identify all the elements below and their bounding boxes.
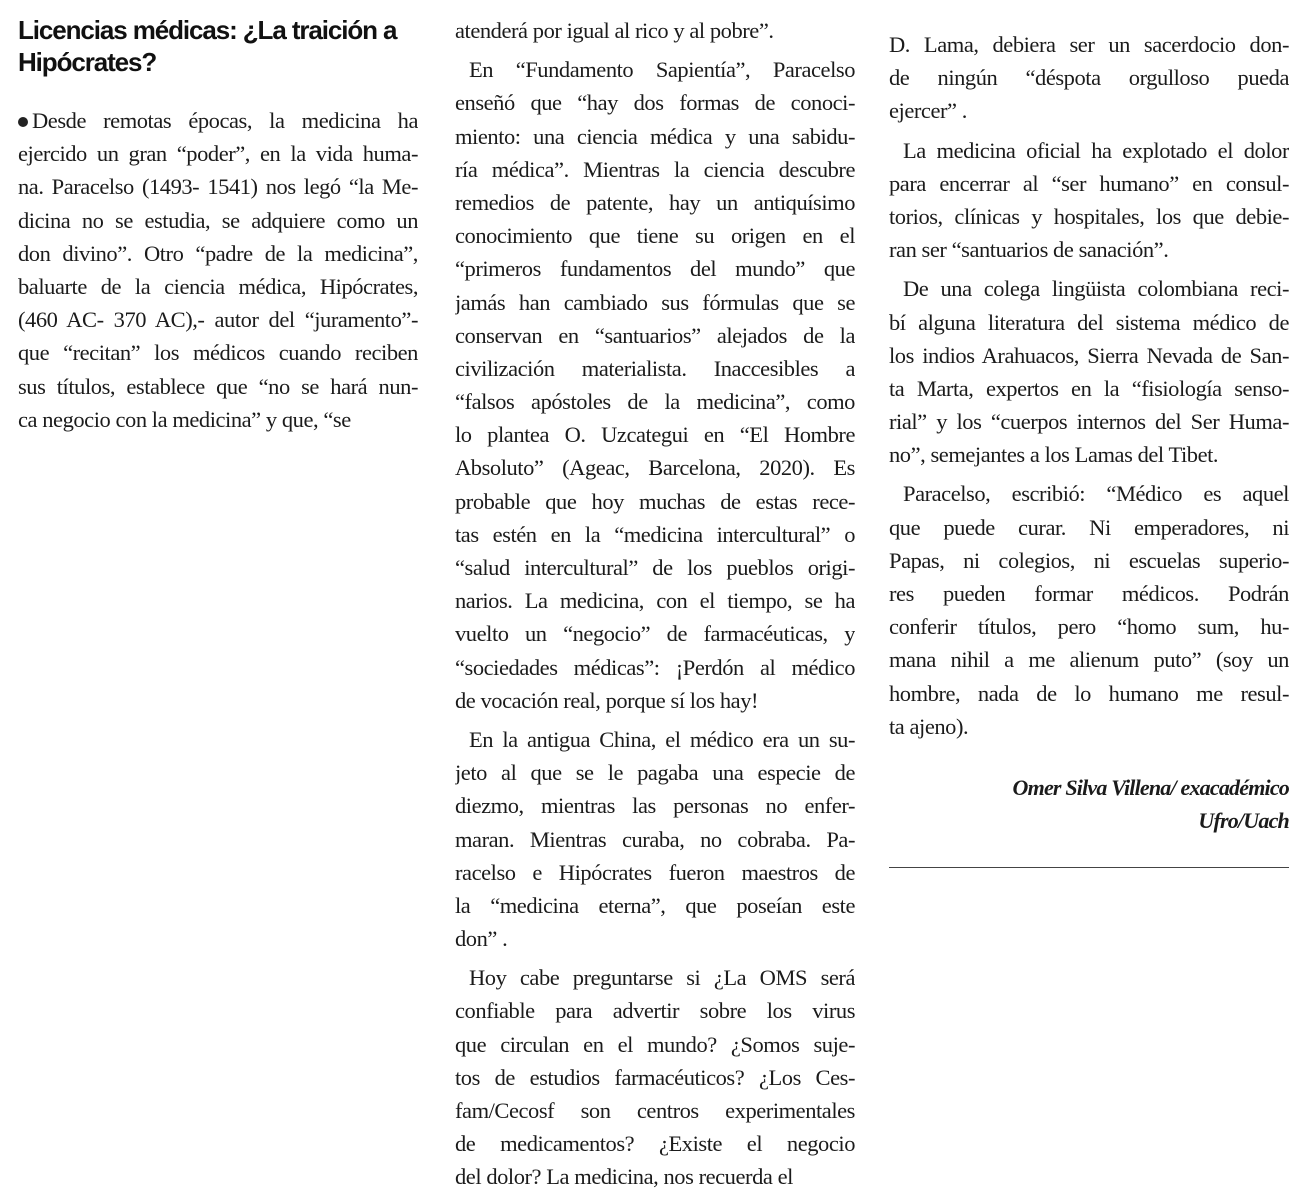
text-line: ejercer” . (889, 98, 967, 124)
text-line: maran. Mientras curaba, no cobraba. Pa- (455, 826, 855, 852)
text-line: vuelto un “negocio” de farmacéuticas, y (455, 621, 855, 647)
text-line: ejercido un gran “poder”, en la vida huma- (18, 141, 418, 167)
paragraph (455, 961, 855, 1193)
text-line: conservan en “santuarios” alejados de la (455, 322, 855, 348)
text-line: fam/Cecosf son centros experimentales (455, 1098, 855, 1123)
text-line: hombre, nada de lo humano me resul- (889, 680, 1289, 706)
text-line: miento: una ciencia médica y una sabidu- (455, 123, 855, 149)
paragraph (18, 104, 418, 436)
article-column-1 (18, 14, 418, 442)
column-divider (889, 867, 1289, 868)
text-line: tas estén en la “medicina intercultural” o (455, 521, 855, 547)
text-line: tos de estudios farmacéuticos? ¿Los Ces- (455, 1064, 855, 1090)
text-line: ca negocio con la medicina” y que, “se (18, 406, 351, 432)
text-line: que circulan en el mundo? ¿Somos suje- (455, 1031, 855, 1057)
column-2-body (455, 14, 855, 1194)
text-line: Paracelso, escribió: “Médico es aquel (903, 481, 1289, 507)
text-line: diezmo, mientras las personas no enfer- (455, 793, 855, 819)
text-line: confiable para advertir sobre los virus (455, 998, 855, 1024)
text-line: “sociedades médicas”: ¡Perdón al médico (455, 654, 855, 680)
text-line: Absoluto” (Ageac, Barcelona, 2020). Es (455, 455, 855, 481)
paragraph (889, 28, 1289, 128)
paragraph (455, 723, 855, 955)
column-1-body (18, 104, 418, 436)
text-line: “salud intercultural” de los pueblos origi- (455, 555, 855, 580)
signature (889, 771, 1289, 837)
text-line: remedios de patente, hay un antiquísimo (455, 189, 855, 215)
text-line: don” . (455, 926, 508, 952)
text-line: Papas, ni colegios, ni escuelas superio- (889, 547, 1289, 573)
text-line: ría médica”. Mientras la ciencia descubre (455, 156, 855, 182)
text-line: jamás han cambiado sus fórmulas que se (455, 289, 855, 315)
text-line: En “Fundamento Sapientía”, Paracelso (469, 57, 855, 83)
signature-line: Omer Silva Villena/ exacadémico (1012, 774, 1289, 800)
text-line: para encerrar al “ser humano” en consul- (889, 170, 1289, 196)
text-line: de vocación real, porque sí los hay! (455, 687, 759, 713)
text-line: probable que hoy muchas de estas rece- (455, 488, 855, 514)
text-line: “falsos apóstoles de la medicina”, como (455, 389, 855, 415)
text-line: torios, clínicas y hospitales, los que debie- (889, 203, 1289, 229)
text-line: baluarte de la ciencia médica, Hipócrates, (18, 273, 418, 299)
text-line: de ningún “déspota orgulloso pueda (889, 65, 1289, 91)
text-line: civilización materialista. Inaccesibles a (455, 355, 855, 381)
paragraph (889, 272, 1289, 471)
text-line: D. Lama, debiera ser un sacerdocio don- (889, 32, 1289, 57)
text-line: rial” y los “cuerpos internos del Ser Huma- (889, 409, 1289, 435)
text-line: ta ajeno). (889, 713, 969, 739)
paragraph (889, 134, 1289, 267)
text-line: de medicamentos? ¿Existe el negocio (455, 1131, 855, 1157)
text-line: los indios Arahuacos, Sierra Nevada de San- (889, 342, 1289, 368)
text-line: que puede curar. Ni emperadores, ni (889, 514, 1289, 540)
line-text: Desde remotas épocas, la medicina ha (32, 108, 418, 133)
paragraph (455, 14, 855, 47)
text-line: racelso e Hipócrates fueron maestros de (455, 859, 855, 885)
column-3-body (889, 28, 1289, 743)
text-line: atenderá por igual al rico y al pobre”. (455, 18, 774, 43)
text-line: la “medicina eterna”, que poseían este (455, 892, 855, 918)
headline-line: Hipócrates? (18, 47, 157, 77)
paragraph (889, 477, 1289, 743)
paragraph (455, 53, 855, 717)
bullet-icon (18, 117, 28, 127)
text-line: conocimiento que tiene su origen en el (455, 223, 855, 249)
text-line: La medicina oficial ha explotado el dolor (903, 137, 1289, 163)
text-line: bí alguna literatura del sistema médico de (889, 309, 1289, 335)
article-column-3 (889, 28, 1289, 868)
text-line: jeto al que se le pagaba una especie de (455, 760, 855, 786)
headline (18, 14, 418, 78)
headline-line: Licencias médicas: ¿La traición a (18, 15, 397, 45)
text-line: (460 AC- 370 AC),- autor del “juramento”- (18, 307, 418, 333)
text-line: sus títulos, establece que “no se hará nun- (18, 373, 418, 399)
text-line: ran ser “santuarios de sanación”. (889, 237, 1169, 263)
text-line: dicina no se estudia, se adquiere como un (18, 207, 418, 233)
text-line: don divino”. Otro “padre de la medicina”, (18, 240, 418, 266)
text-line: no”, semejantes a los Lamas del Tibet. (889, 442, 1219, 468)
text-line: Hoy cabe preguntarse si ¿La OMS será (469, 965, 855, 991)
text-line: del dolor? La medicina, nos recuerda el (455, 1164, 793, 1190)
text-line: na. Paracelso (1493- 1541) nos legó “la Me- (18, 174, 418, 200)
text-line: res pueden formar médicos. Podrán (889, 581, 1289, 606)
text-line: lo plantea O. Uzcategui en “El Hombre (455, 422, 855, 448)
text-line: conferir títulos, pero “homo sum, hu- (889, 614, 1289, 640)
article-column-2 (455, 14, 855, 1200)
text-line: De una colega lingüista colombiana reci- (903, 276, 1289, 302)
text-line: enseñó que “hay dos formas de conoci- (455, 90, 855, 116)
text-line: narios. La medicina, con el tiempo, se ha (455, 588, 855, 614)
text-line (18, 104, 418, 137)
text-line: que “recitan” los médicos cuando reciben (18, 340, 418, 366)
text-line: mana nihil a me alienum puto” (soy un (889, 647, 1289, 673)
text-line: En la antigua China, el médico era un su- (469, 726, 855, 752)
signature-line: Ufro/Uach (1198, 807, 1289, 833)
text-line: “primeros fundamentos del mundo” que (455, 256, 855, 282)
text-line: ta Marta, expertos en la “fisiología senso- (889, 375, 1289, 401)
